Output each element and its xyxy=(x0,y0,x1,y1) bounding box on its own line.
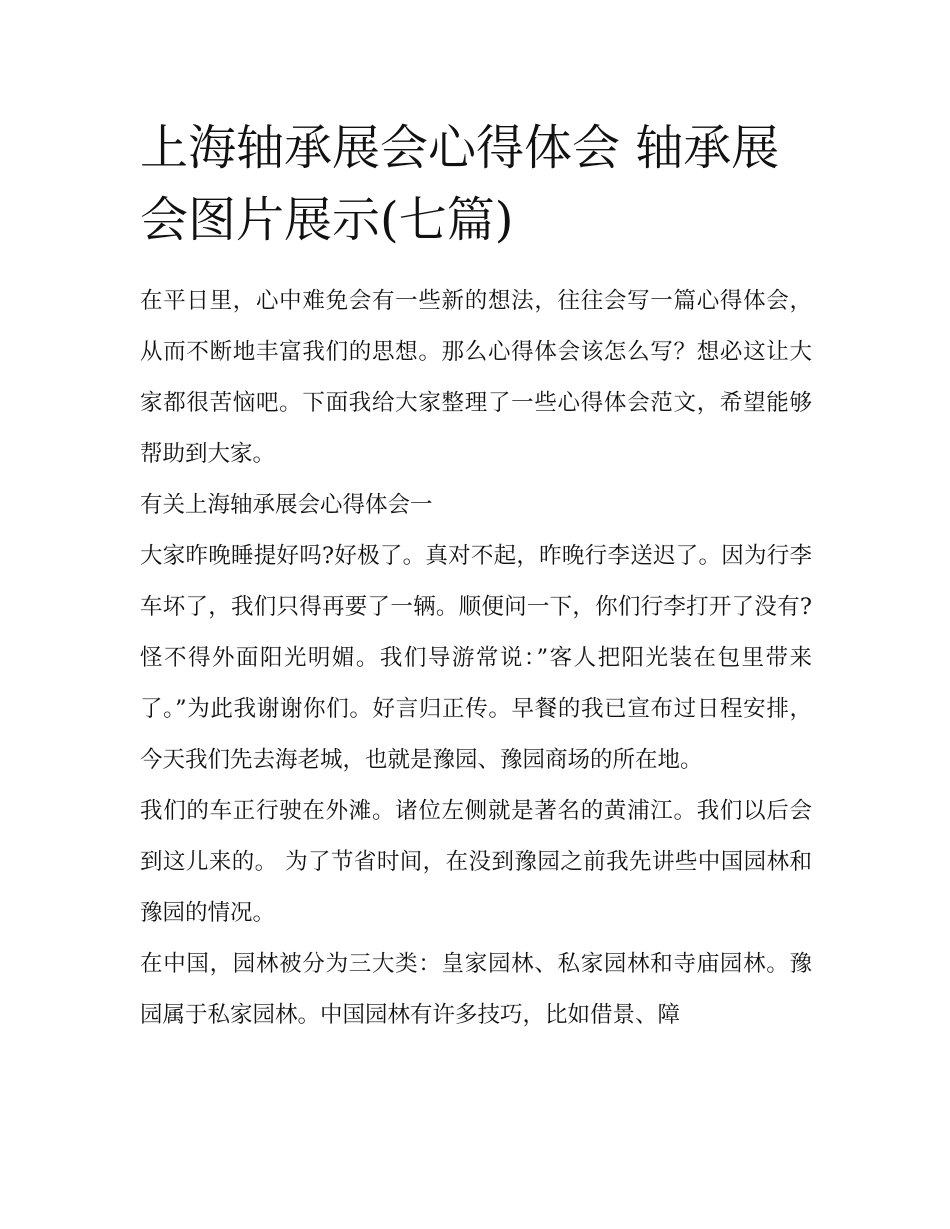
paragraph-intro: 在平日里，心中难免会有一些新的想法，往往会写一篇心得体会，从而不断地丰富我们的思想。那么心得体会该怎么写？想必这让大家都很苦恼吧。下面我给大家整理了一些心得体会范文，希望能够帮助到大家。 xyxy=(140,288,812,467)
paragraph-gardens: 在中国，园林被分为三大类：皇家园林、私家园林和寺庙园林。豫园属于私家园林。中国园林有许多技巧，比如借景、障 xyxy=(140,951,812,1028)
paragraph-bund: 我们的车正行驶在外滩。诸位左侧就是著名的黄浦江。我们以后会到这儿来的。 为了节省时间，在没到豫园之前我先讲些中国园林和豫园的情况。 xyxy=(140,798,812,926)
document-body xyxy=(140,276,812,1041)
document-page xyxy=(140,112,812,1041)
paragraph-greeting: 大家昨晚睡提好吗?好极了。真对不起，昨晚行李送迟了。因为行李车坏了，我们只得再要了一辆。顺便问一下，你们行李打开了没有?怪不得外面阳光明媚。我们导游常说：”客人把阳光装在包里带来了。”为此我谢谢你们。好言归正传。早餐的我已宣布过日程安排，今天我们先去海老城，也就是豫园、豫园商场的所在地。 xyxy=(140,543,812,773)
document-title: 上海轴承展会心得体会 轴承展会图片展示(七篇) xyxy=(140,120,780,248)
section-heading: 有关上海轴承展会心得体会一 xyxy=(140,492,433,518)
